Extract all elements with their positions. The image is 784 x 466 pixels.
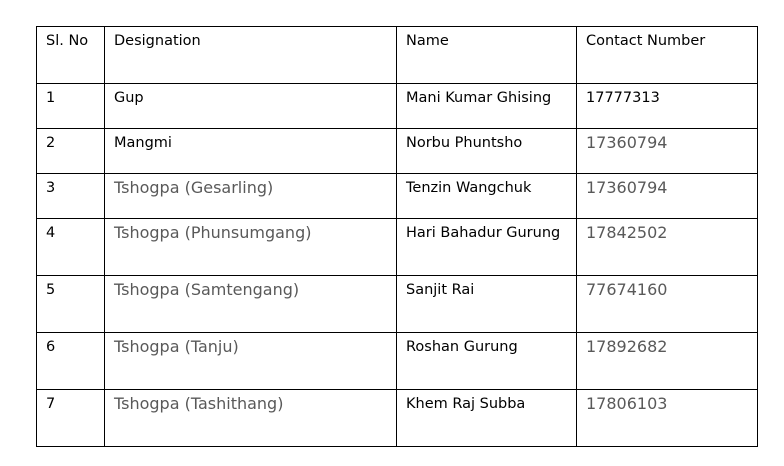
table-row [37, 84, 758, 129]
table-row [37, 276, 758, 333]
table-row [37, 174, 758, 219]
cell-contact-number: 17892682 [577, 333, 758, 390]
table-row [37, 390, 758, 447]
table-header-row [37, 27, 758, 84]
cell-name: Khem Raj Subba [397, 390, 577, 447]
cell-sl-no: 6 [37, 333, 105, 390]
cell-name: Mani Kumar Ghising [397, 84, 577, 129]
table-row [37, 219, 758, 276]
cell-sl-no: 2 [37, 129, 105, 174]
cell-contact-number: 77674160 [577, 276, 758, 333]
cell-designation: Tshogpa (Samtengang) [105, 276, 397, 333]
cell-contact-number: 17360794 [577, 174, 758, 219]
cell-contact-number: 17842502 [577, 219, 758, 276]
contacts-table [36, 26, 758, 447]
cell-designation: Mangmi [105, 129, 397, 174]
cell-designation: Tshogpa (Tanju) [105, 333, 397, 390]
cell-contact-number: 17777313 [577, 84, 758, 129]
cell-contact-number: 17360794 [577, 129, 758, 174]
cell-sl-no: 7 [37, 390, 105, 447]
cell-name: Sanjit Rai [397, 276, 577, 333]
cell-designation: Tshogpa (Gesarling) [105, 174, 397, 219]
table-row [37, 129, 758, 174]
header-contact-number: Contact Number [577, 27, 758, 84]
cell-contact-number: 17806103 [577, 390, 758, 447]
table-row [37, 333, 758, 390]
cell-designation: Tshogpa (Phunsumgang) [105, 219, 397, 276]
cell-name: Tenzin Wangchuk [397, 174, 577, 219]
cell-sl-no: 5 [37, 276, 105, 333]
cell-name: Hari Bahadur Gurung [397, 219, 577, 276]
header-name: Name [397, 27, 577, 84]
header-sl-no: Sl. No [37, 27, 105, 84]
cell-sl-no: 3 [37, 174, 105, 219]
cell-name: Roshan Gurung [397, 333, 577, 390]
cell-sl-no: 4 [37, 219, 105, 276]
cell-name: Norbu Phuntsho [397, 129, 577, 174]
cell-designation: Tshogpa (Tashithang) [105, 390, 397, 447]
cell-sl-no: 1 [37, 84, 105, 129]
cell-designation: Gup [105, 84, 397, 129]
header-designation: Designation [105, 27, 397, 84]
